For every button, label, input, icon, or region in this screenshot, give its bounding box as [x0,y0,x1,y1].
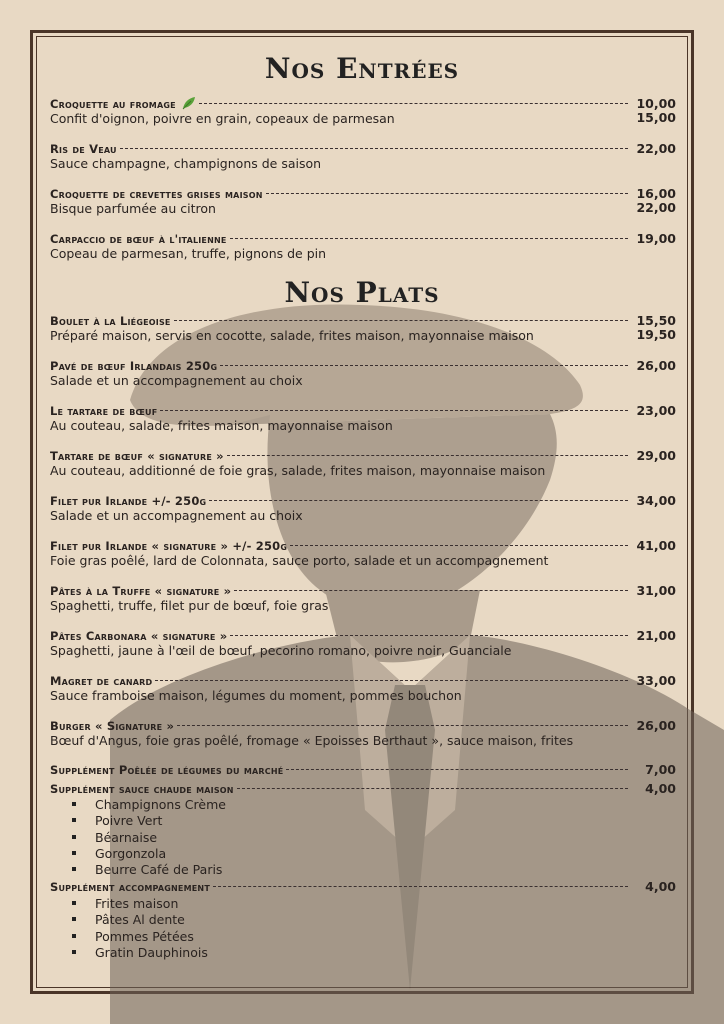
bullet-icon [72,835,76,839]
item-name: Carpaccio de bœuf à l'italienne [50,232,227,246]
supplement-price: 4,00 [645,879,676,894]
item-description: Copeau de parmesan, truffe, pignons de pin [50,246,327,261]
dotted-leader [155,680,628,681]
supplement-name: Supplément accompagnement [50,880,210,894]
item-name: Boulet à la Liégeoise [50,314,171,328]
item-name: Le tartare de bœuf [50,404,158,418]
bullet-icon [72,867,76,871]
item-name: Burger « Signature » [50,719,175,733]
accompaniment-options-list [72,896,208,961]
menu-item [50,141,676,172]
list-item: Frites maison [72,896,208,912]
menu-item [50,718,676,749]
menu-item [50,448,676,479]
dotted-leader [174,320,628,321]
menu-item [50,96,676,127]
item-price: 16,00 [636,186,676,201]
item-name: Tartare de bœuf « signature » [50,449,224,463]
dotted-leader [220,365,628,366]
dotted-leader [120,148,628,149]
item-name: Pavé de bœuf Irlandais 250g [50,359,218,373]
bullet-icon [72,802,76,806]
supplement-name: Supplément sauce chaude maison [50,782,234,796]
bullet-icon [72,818,76,822]
supplement-item [50,781,676,796]
item-description: Au couteau, additionné de foie gras, salade, frites maison, mayonnaise maison [50,463,546,478]
dotted-leader [234,590,628,591]
sauce-options-list [72,797,226,878]
supplement-name: Supplément Poêlée de légumes du marché [50,763,284,777]
item-name: Filet pur Irlande +/- 250g [50,494,207,508]
list-item: Gorgonzola [72,846,226,862]
dotted-leader [230,635,628,636]
dotted-leader [290,545,628,546]
list-item: Pâtes Al dente [72,912,208,928]
menu-item [50,673,676,704]
entrees-heading: Nos Entrées [264,52,460,85]
list-item: Beurre Café de Paris [72,862,226,878]
menu-item [50,538,676,569]
item-description: Préparé maison, servis en cocotte, salade, frites maison, mayonnaise maison [50,328,534,343]
item-price: 31,00 [636,583,676,598]
dotted-leader [227,455,628,456]
dotted-leader [177,725,628,726]
item-description: Au couteau, salade, frites maison, mayonnaise maison [50,418,393,433]
item-description: Foie gras poêlé, lard de Colonnata, sauce porto, salade et un accompagnement [50,553,549,568]
bullet-icon [72,950,76,954]
item-description: Salade et un accompagnement au choix [50,373,303,388]
item-name: Croquette au fromage [50,96,196,111]
leaf-icon [180,96,196,110]
item-price: 10,00 [636,96,676,111]
list-item: Pommes Pétées [72,929,208,945]
supplement-item [50,879,676,894]
dotted-leader [237,788,628,789]
item-description: Spaghetti, truffe, filet pur de bœuf, foie gras [50,598,329,613]
item-price-alt: 19,50 [636,327,676,342]
bullet-icon [72,901,76,905]
item-description: Sauce framboise maison, légumes du moment, pommes bouchon [50,688,462,703]
item-description: Salade et un accompagnement au choix [50,508,303,523]
bullet-icon [72,934,76,938]
menu-item [50,493,676,524]
menu-item [50,403,676,434]
item-price: 29,00 [636,448,676,463]
menu-item [50,358,676,389]
item-price: 15,50 [636,313,676,328]
supplement-price: 7,00 [645,762,676,777]
list-item: Gratin Dauphinois [72,945,208,961]
menu-item [50,313,676,344]
dotted-leader [213,886,628,887]
item-name: Pâtes à la Truffe « signature » [50,584,232,598]
list-item: Béarnaise [72,830,226,846]
item-description: Confit d'oignon, poivre en grain, copeaux de parmesan [50,111,395,126]
plats-heading: Nos Plats [284,276,440,309]
item-name: Pâtes Carbonara « signature » [50,629,228,643]
list-item: Poivre Vert [72,813,226,829]
item-price: 41,00 [636,538,676,553]
menu-item [50,583,676,614]
menu-item [50,186,676,217]
item-name: Filet pur Irlande « signature » +/- 250g [50,539,288,553]
item-price: 22,00 [636,141,676,156]
item-description: Bisque parfumée au citron [50,201,216,216]
dotted-leader [160,410,628,411]
dotted-leader [266,193,628,194]
dotted-leader [230,238,628,239]
item-price: 23,00 [636,403,676,418]
item-description: Spaghetti, jaune à l'œil de bœuf, pecorino romano, poivre noir, Guanciale [50,643,512,658]
menu-item [50,231,676,262]
bullet-icon [72,917,76,921]
menu-item [50,628,676,659]
dotted-leader [199,103,628,104]
item-price: 21,00 [636,628,676,643]
item-price: 26,00 [636,718,676,733]
item-price: 34,00 [636,493,676,508]
list-item: Champignons Crème [72,797,226,813]
supplement-item [50,762,676,777]
dotted-leader [209,500,628,501]
item-description: Sauce champagne, champignons de saison [50,156,322,171]
item-price: 19,00 [636,231,676,246]
item-description: Bœuf d'Angus, foie gras poêlé, fromage « Epoisses Berthaut », sauce maison, frites [50,733,574,748]
dotted-leader [286,769,628,770]
supplement-price: 4,00 [645,781,676,796]
item-price: 26,00 [636,358,676,373]
item-price-alt: 15,00 [636,110,676,125]
bullet-icon [72,851,76,855]
item-price-alt: 22,00 [636,200,676,215]
item-price: 33,00 [636,673,676,688]
item-name: Ris de Veau [50,142,117,156]
item-name: Magret de canard [50,674,153,688]
item-name: Croquette de crevettes grises maison [50,187,263,201]
